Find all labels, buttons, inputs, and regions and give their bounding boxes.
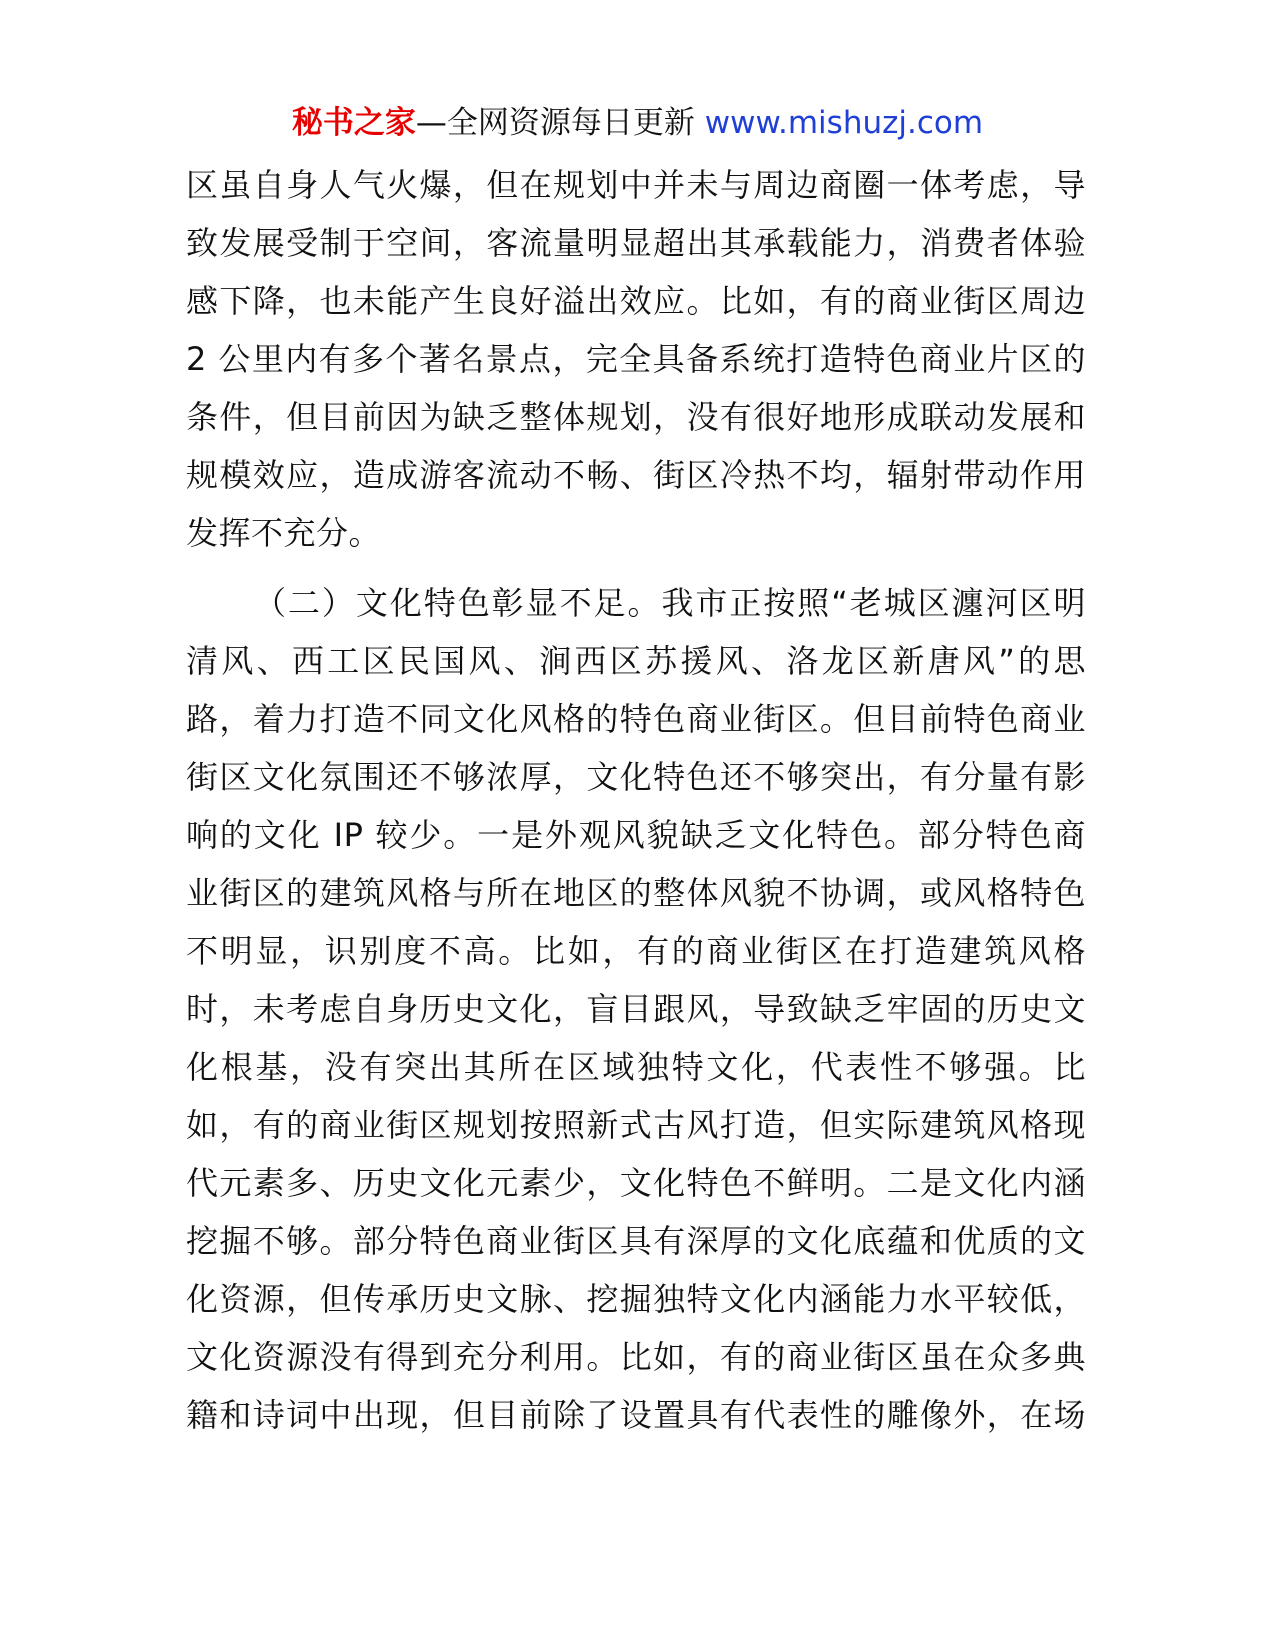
paragraph-line: 业街区的建筑风格与所在地区的整体风貌不协调，或风格特色 <box>186 874 1086 912</box>
paragraph-line: 文化资源没有得到充分利用。比如，有的商业街区虽在众多典 <box>186 1338 1086 1376</box>
paragraph-spacer <box>186 562 1086 574</box>
paragraph-line: 响的文化 IP 较少。一是外观风貌缺乏文化特色。部分特色商 <box>186 816 1086 854</box>
paragraph-line: 挖掘不够。部分特色商业街区具有深厚的文化底蕴和优质的文 <box>186 1222 1086 1260</box>
paragraph-line: 2 公里内有多个著名景点，完全具备系统打造特色商业片区的 <box>186 340 1086 378</box>
paragraph-1 <box>186 156 1086 562</box>
paragraph-2 <box>186 574 1086 1444</box>
paragraph-line: 如，有的商业街区规划按照新式古风打造，但实际建筑风格现 <box>186 1106 1086 1144</box>
header-slogan: —全网资源每日更新 <box>415 105 695 141</box>
paragraph-line: 致发展受制于空间，客流量明显超出其承载能力，消费者体验 <box>186 224 1086 262</box>
paragraph-line: 区虽自身人气火爆，但在规划中并未与周边商圈一体考虑，导 <box>186 166 1086 204</box>
paragraph-line: 街区文化氛围还不够浓厚，文化特色还不够突出，有分量有影 <box>186 758 1086 796</box>
paragraph-line: 不明显，识别度不高。比如，有的商业街区在打造建筑风格 <box>186 932 1086 970</box>
paragraph-line: 代元素多、历史文化元素少，文化特色不鲜明。二是文化内涵 <box>186 1164 1086 1202</box>
document-body <box>186 156 1086 1444</box>
paragraph-line: 时，未考虑自身历史文化，盲目跟风，导致缺乏牢固的历史文 <box>186 990 1086 1028</box>
paragraph-line: 化资源，但传承历史文脉、挖掘独特文化内涵能力水平较低， <box>186 1280 1086 1318</box>
paragraph-line: 路，着力打造不同文化风格的特色商业街区。但目前特色商业 <box>186 700 1086 738</box>
paragraph-line: 清风、西工区民国风、涧西区苏援风、洛龙区新唐风”的思 <box>186 642 1086 680</box>
paragraph-line: 条件，但目前因为缺乏整体规划，没有很好地形成联动发展和 <box>186 398 1086 436</box>
paragraph-line: 感下降，也未能产生良好溢出效应。比如，有的商业街区周边 <box>186 282 1086 320</box>
paragraph-line: （二）文化特色彰显不足。我市正按照“老城区瀍河区明 <box>254 584 1086 622</box>
header-brand: 秘书之家 <box>291 105 416 141</box>
paragraph-line: 规模效应，造成游客流动不畅、街区冷热不均，辐射带动作用 <box>186 456 1086 494</box>
header-website-link[interactable]: www.mishuzj.com <box>704 105 984 141</box>
paragraph-line: 发挥不充分。 <box>186 514 382 552</box>
paragraph-line: 籍和诗词中出现，但目前除了设置具有代表性的雕像外，在场 <box>186 1396 1086 1434</box>
page-header <box>0 98 1275 148</box>
paragraph-line: 化根基，没有突出其所在区域独特文化，代表性不够强。比 <box>186 1048 1086 1086</box>
